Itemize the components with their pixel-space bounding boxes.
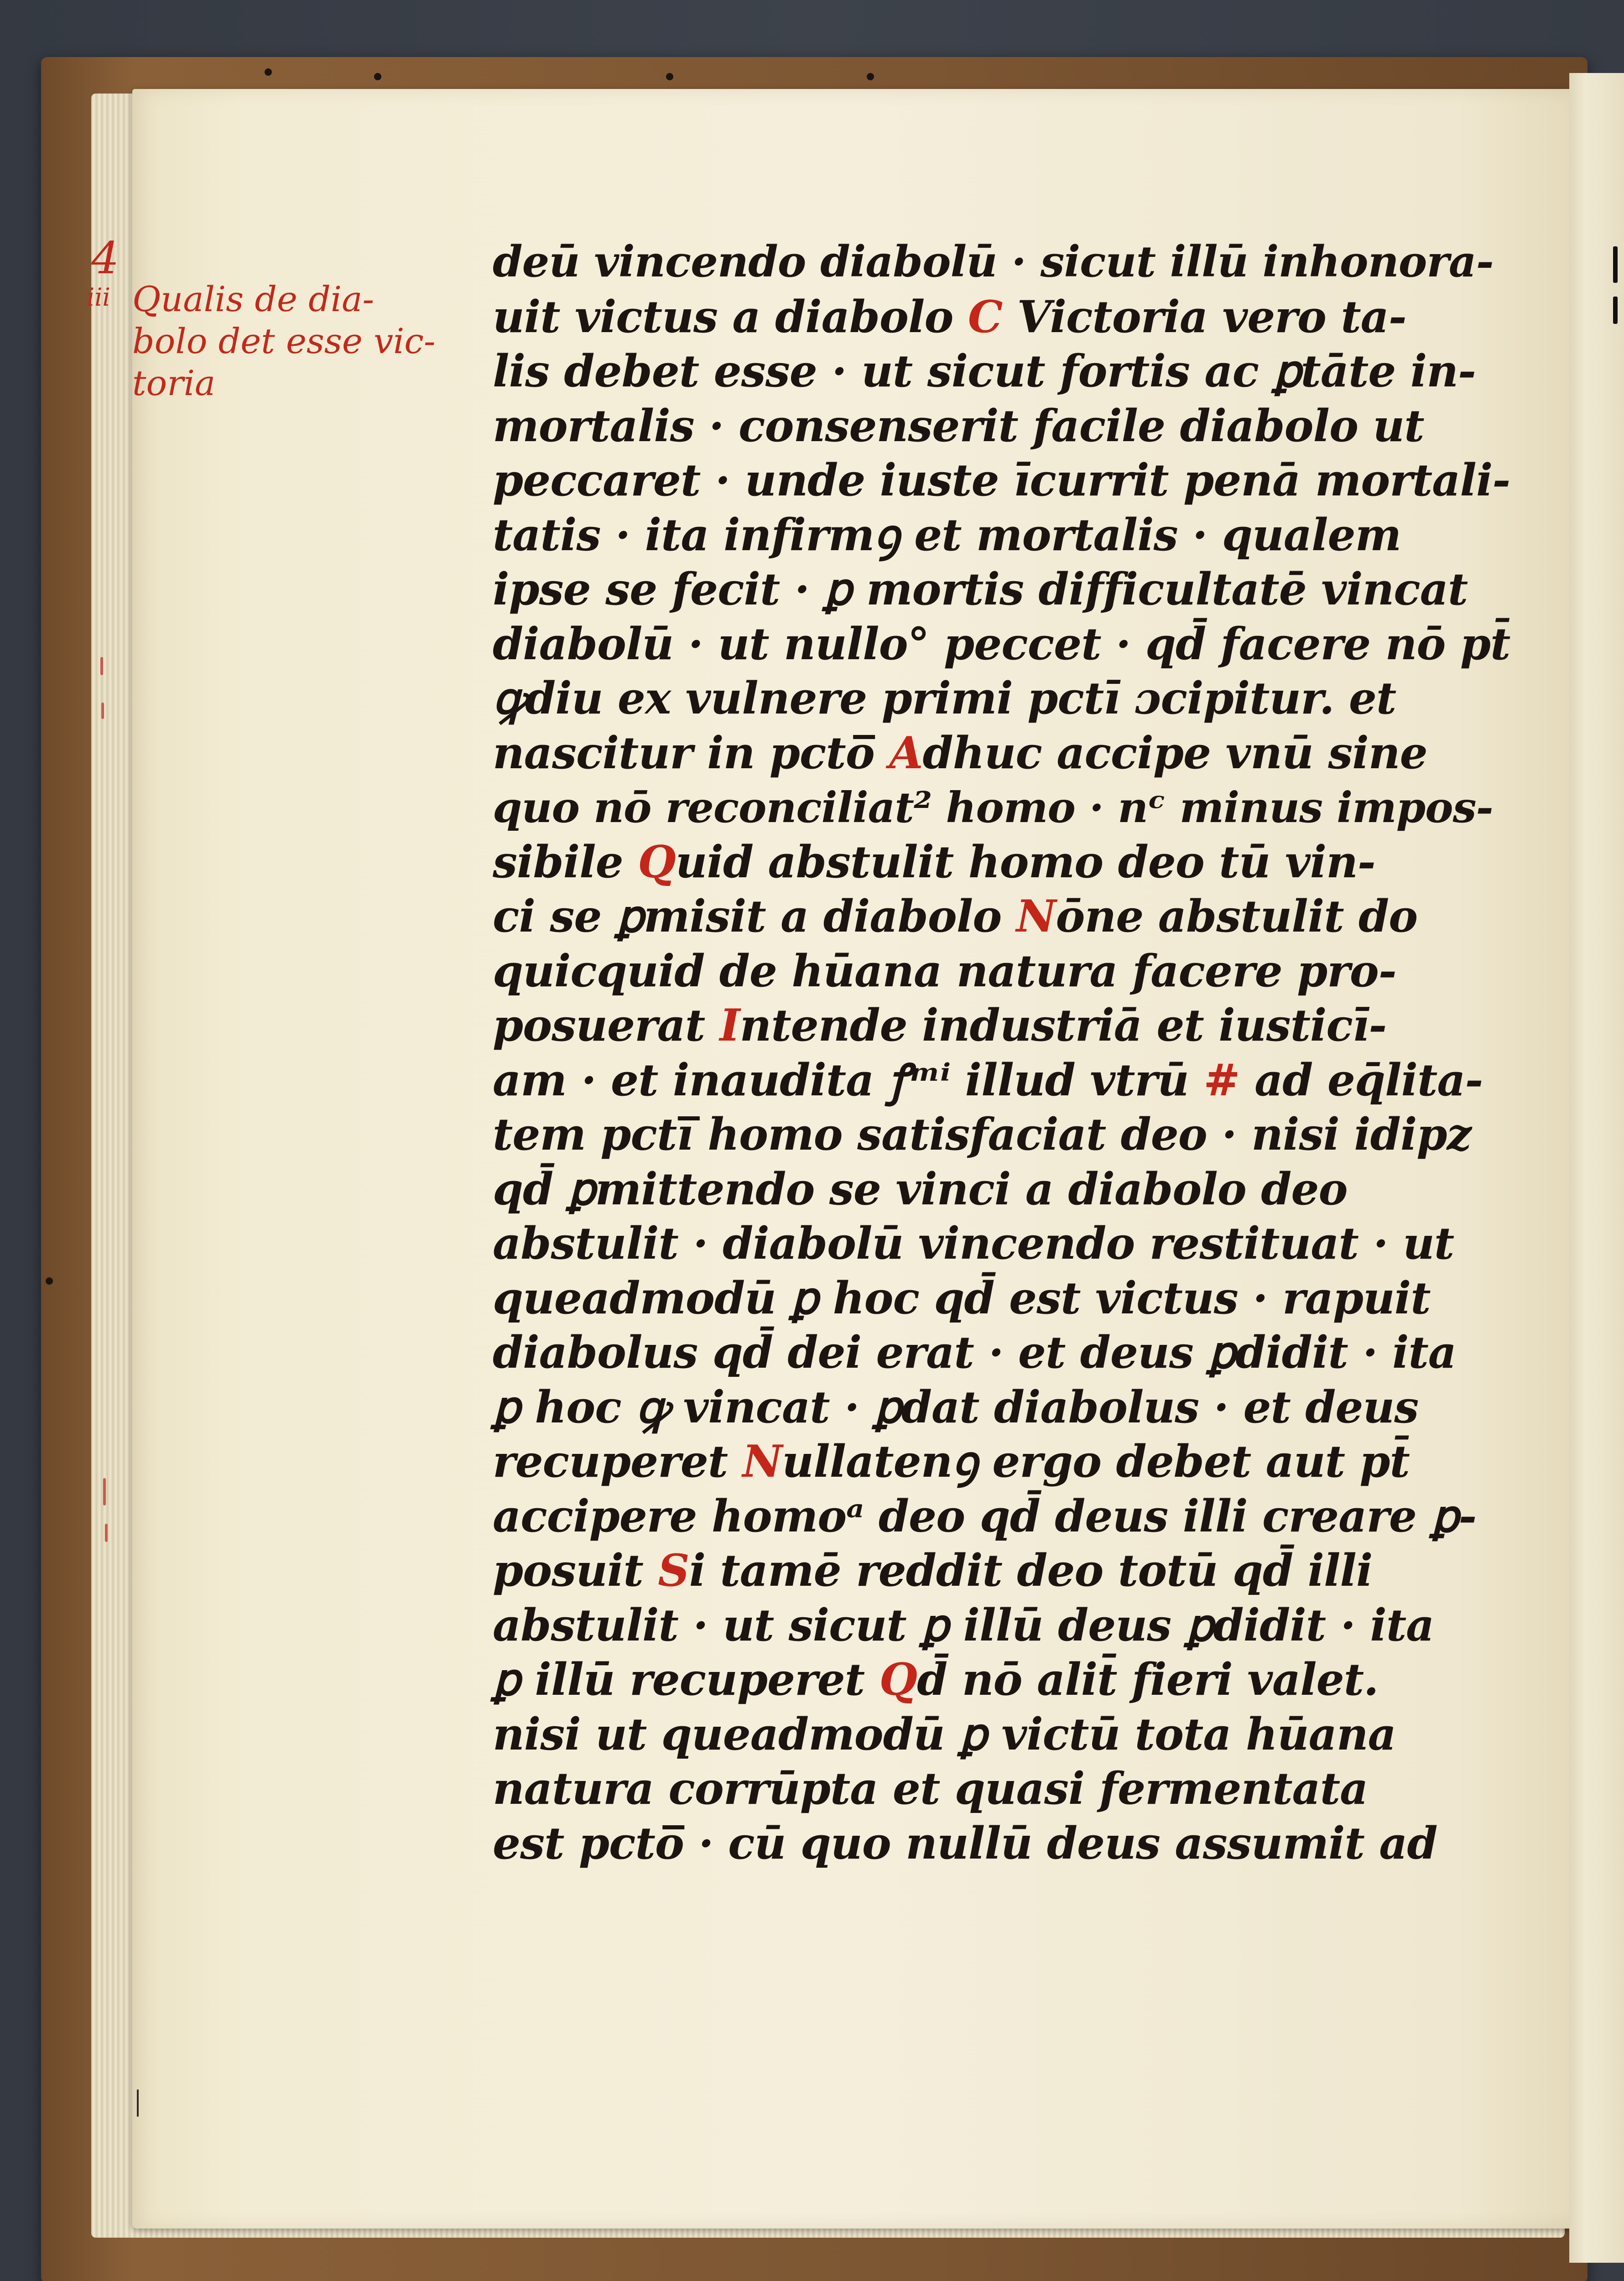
text-segment: quicquid de hūana natura facere pro-	[493, 945, 1396, 997]
text-line	[493, 508, 1515, 562]
text-line	[493, 1434, 1515, 1489]
text-segment: ꝑ hoc ꝙ vincat · ꝑdat diabolus · et deus	[493, 1381, 1419, 1433]
text-line	[493, 1543, 1515, 1598]
text-line	[493, 1380, 1515, 1435]
text-segment: nisi ut queadmodū ꝑ victū tota hūana	[493, 1708, 1396, 1760]
red-margin-stroke	[101, 703, 104, 719]
text-segment: abstulit · diabolū vincendo restituat · ut	[493, 1218, 1454, 1269]
binding-hole	[666, 73, 673, 80]
text-line	[493, 889, 1515, 944]
text-segment: recuperet	[493, 1436, 743, 1487]
marginal-note-line: Qualis de dia-	[132, 279, 375, 319]
marginal-note-line: bolo det esse vic-	[132, 321, 436, 361]
folio-number: 4	[91, 233, 120, 284]
text-segment: ntende industriā et iusticī-	[739, 1000, 1387, 1051]
text-segment: ꝙdiu ex vulnere primi pctī ɔcipitur. et	[493, 672, 1396, 724]
text-line	[493, 453, 1515, 508]
text-line	[493, 1761, 1515, 1816]
text-line	[493, 780, 1515, 835]
text-line	[493, 562, 1515, 617]
text-line	[493, 1053, 1515, 1108]
rubric-initial: N	[1016, 891, 1056, 942]
text-line	[493, 1271, 1515, 1326]
text-line	[493, 944, 1515, 999]
text-line	[493, 998, 1515, 1053]
text-segment: abstulit · ut sicut ꝑ illū deus ꝑdidit · ita	[493, 1599, 1434, 1651]
text-segment: deū vincendo diabolū · sicut illū inhonora-	[493, 237, 1494, 287]
binding-hole	[867, 73, 874, 80]
text-segment: quo nō reconciliat² homo · nᶜ minus impos-	[493, 782, 1493, 832]
text-segment: nascitur in pcto̅	[493, 727, 890, 779]
page-notch	[137, 2089, 139, 2117]
rubric-initial: Q	[638, 836, 676, 888]
text-segment: diabolū · ut nullo° peccet · qd̄ facere nō pt̄	[493, 618, 1510, 670]
text-segment: dhuc accipe vnū sine	[922, 727, 1427, 779]
text-segment: posuit	[493, 1545, 658, 1596]
text-segment: mortalis · consenserit facile diabolo ut	[493, 400, 1424, 452]
text-segment: tatis · ita infirmꝯ et mortalis · qualem	[493, 509, 1401, 561]
text-segment: natura corrūpta et quasi fermentata	[493, 1763, 1368, 1814]
main-text-block	[493, 235, 1515, 1870]
text-segment: ci se ꝑmisit a diabolo	[493, 891, 1016, 942]
red-margin-stroke	[105, 1524, 108, 1542]
text-line	[493, 1598, 1515, 1653]
text-segment: posuerat	[493, 1000, 720, 1051]
binding-hole	[265, 68, 272, 76]
rubric-initial: S	[658, 1545, 689, 1596]
text-segment: ꝑ illū recuperet	[493, 1654, 880, 1705]
text-line	[493, 399, 1515, 453]
rubric-initial: #	[1203, 1054, 1240, 1106]
text-segment: diabolus qd̄ dei erat · et deus ꝑdidit · ita	[493, 1327, 1456, 1378]
rubric-initial: I	[719, 1000, 740, 1051]
text-line	[493, 726, 1515, 781]
text-line	[493, 1162, 1515, 1217]
facing-page-ink	[1613, 246, 1618, 283]
text-segment: peccaret · unde iuste īcurrit penā mortali-	[493, 454, 1510, 506]
facing-page-ink	[1613, 297, 1618, 324]
text-line	[493, 1707, 1515, 1762]
text-line	[493, 290, 1515, 344]
marginal-note-line: toria	[132, 363, 216, 403]
marginal-note	[132, 278, 479, 404]
folio-sub: iii	[87, 283, 110, 312]
red-margin-stroke	[103, 1478, 106, 1505]
text-line	[493, 1816, 1515, 1871]
text-segment: ipse se fecit · ꝑ mortis difficultatē vincat	[493, 563, 1468, 615]
text-line	[493, 1325, 1515, 1380]
text-line	[493, 344, 1515, 399]
text-line	[493, 1489, 1515, 1544]
text-segment: uit victus a diabolo	[493, 291, 968, 343]
text-segment: sibile	[493, 836, 638, 888]
text-segment: lis debet esse · ut sicut fortis ac ꝑtāte in-	[493, 345, 1476, 397]
text-line	[493, 671, 1515, 726]
binding-hole	[46, 1277, 53, 1285]
text-line	[493, 1107, 1515, 1162]
text-segment: ullatenꝯ ergo debet aut pt̄	[782, 1436, 1410, 1487]
rubric-initial: Q	[879, 1654, 917, 1705]
text-segment: accipere homoᵃ deo qd̄ deus illi creare ꝑ-	[493, 1490, 1477, 1542]
text-segment: ōne abstulit do	[1056, 891, 1418, 942]
text-line	[493, 617, 1515, 672]
rubric-initial: A	[889, 727, 923, 779]
text-segment: am · et inaudita ꝭᵐⁱ illud vtrū	[493, 1054, 1204, 1106]
text-segment: uid abstulit homo deo tū vin-	[675, 836, 1375, 888]
text-segment: est pcto̅ · cū quo nullū deus assumit ad	[493, 1817, 1437, 1869]
text-line	[493, 1652, 1515, 1707]
text-segment: d̄ nō alit̄ fieri valet.	[917, 1654, 1379, 1705]
text-segment: queadmodū ꝑ hoc qd̄ est victus · rapuit	[493, 1272, 1431, 1324]
text-segment: qd̄ ꝑmittendo se vinci a diabolo deo	[493, 1163, 1348, 1215]
text-segment: ad eq̄lita-	[1239, 1054, 1483, 1106]
text-segment: Victoria vero ta-	[1002, 291, 1406, 343]
binding-hole	[374, 73, 381, 80]
rubric-initial: C	[968, 291, 1003, 343]
text-line	[493, 1216, 1515, 1271]
rubric-initial: N	[742, 1436, 782, 1487]
text-line	[493, 235, 1515, 290]
text-line	[493, 835, 1515, 890]
facing-page-edge	[1569, 73, 1624, 2263]
text-segment: i tamē reddit deo totū qd̄ illi	[689, 1545, 1373, 1596]
text-segment: tem pcti̅ homo satisfaciat deo · nisi idipz	[493, 1109, 1471, 1160]
red-margin-stroke	[100, 657, 103, 675]
